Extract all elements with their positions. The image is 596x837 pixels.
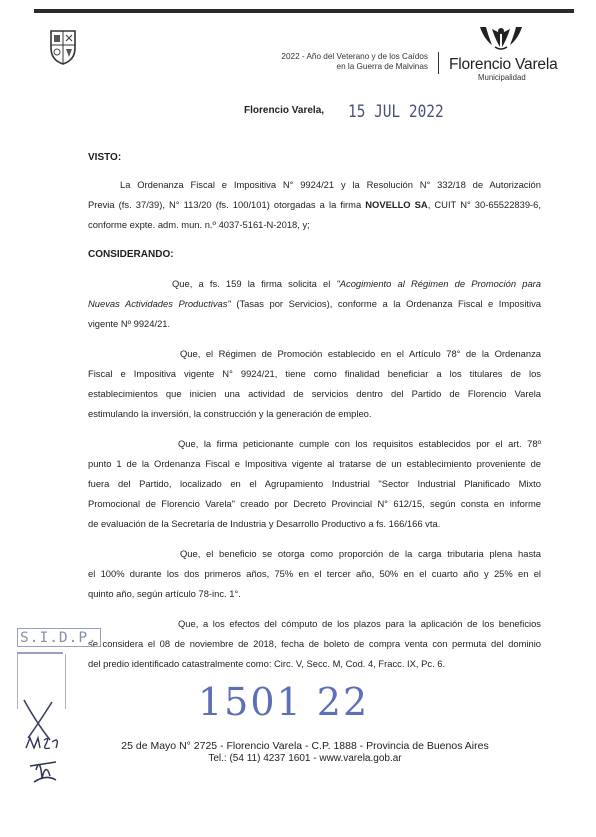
year-motto-line-1: 2022 - Año del Veterano y de los Caídos	[281, 52, 428, 61]
p2-line-4: estimulando la inversión, la construcción y la generación de empleo.	[88, 408, 372, 419]
p5-line-3: del predio identificado catastralmente como: Circ. V, Secc. M, Cod. 4, Fracc. IX, Pc. 6.	[88, 658, 446, 669]
p3-line-1: Que, la firma peticionante cumple con los requisitos establecidos por el art. 78º	[178, 438, 541, 449]
municipality-brand-name: Florencio Varela	[449, 56, 558, 73]
p3-line-4: Promocional de Florencio Varela" creado por Decreto Provincial N° 612/15, según consta en informe	[88, 498, 541, 509]
p5-line-2: se considera el 08 de noviembre de 2018, fecha de boleto de compra venta con permuta del dominio	[88, 638, 541, 649]
handwritten-initials-icon	[16, 690, 72, 790]
resolution-number-stamp: 1501 22	[198, 680, 370, 724]
p3-line-2: punto 1 de la Ordenanza Fiscal e Impositiva vigente al tratarse de un establecimiento proveniente de	[88, 458, 541, 469]
document-place: Florencio Varela,	[244, 105, 325, 116]
p1-line-2-text: (Tasas por Servicios), conforme a la Ordenanza Fiscal e Impositiva	[230, 298, 541, 309]
municipal-crest-icon	[48, 28, 78, 66]
visto-line-2-cuit: , CUIT N° 30-65522839-6,	[427, 199, 542, 210]
p2-line-3: establecimientos que inicien una actividad de servicios dentro del Partido de Florencio Varela	[88, 388, 541, 399]
p1-line-1	[172, 277, 541, 290]
company-name: NOVELLO SA	[365, 199, 428, 210]
p5-line-1: Que, a los efectos del cómputo de los plazos para la aplicación de los beneficios	[178, 618, 541, 629]
considerando-heading: CONSIDERANDO:	[88, 249, 174, 260]
visto-heading: VISTO:	[88, 152, 122, 163]
visto-line-3: conforme expte. adm. mun. n.º 4037-5161-N-2018, y;	[88, 219, 310, 230]
visto-line-2	[88, 198, 541, 211]
p1-line-1-text: Que, a fs. 159 la firma solicita el	[172, 278, 337, 289]
scan-top-border	[34, 9, 574, 13]
p3-line-5: de evaluación de la Secretaría de Industria y Desarrollo Productivo a fs. 166/166 vta.	[88, 518, 441, 529]
p2-line-2: Fiscal e Impositiva vigente N° 9924/21, tiene como finalidad beneficiar a los titulares de los	[88, 368, 541, 379]
p1-line-2-quote: Nuevas Actividades Productivas"	[88, 298, 231, 309]
date-stamp: 15 JUL 2022	[348, 102, 444, 122]
p2-line-1: Que, el Régimen de Promoción establecido en el Artículo 78° de la Ordenanza	[180, 348, 541, 359]
sidp-stamp: S.I.D.P.	[17, 628, 101, 647]
p1-line-1-quote: "Acogimiento al Régimen de Promoción para	[336, 278, 541, 289]
visto-line-1: La Ordenanza Fiscal e Impositiva N° 9924/21 y la Resolución N° 332/18 de Autorización	[120, 179, 541, 190]
p4-line-1: Que, el beneficio se otorga como proporción de la carga tributaria plena hasta	[180, 548, 541, 559]
year-motto-line-2: en la Guerra de Malvinas	[336, 62, 428, 71]
municipality-brand-subtitle: Municipalidad	[478, 73, 526, 82]
p1-line-3: vigente Nº 9924/21.	[88, 318, 171, 329]
p3-line-3: fuera del Partido, localizado en el Agrupamiento Industrial "Sector Industrial Planificado Mixto	[88, 478, 541, 489]
p4-line-2: el 100% durante los dos primeros años, 75% en el tercer año, 50% en el cuarto año y 25% en el	[88, 568, 541, 579]
p1-line-2	[88, 297, 541, 310]
footer-address: 25 de Mayo N° 2725 - Florencio Varela - C.P. 1888 - Provincia de Buenos Aires	[121, 740, 489, 752]
visto-line-2-text: Previa (fs. 37/39), N° 113/20 (fs. 100/101) otorgadas a la firma	[88, 199, 366, 210]
footer-contact: Tel.: (54 11) 4237 1601 - www.varela.gob.ar	[208, 753, 402, 764]
header-divider	[438, 52, 439, 74]
florencio-varela-logo-icon	[478, 25, 524, 51]
p4-line-3: quinto año, según artículo 78-inc. 1°.	[88, 588, 241, 599]
